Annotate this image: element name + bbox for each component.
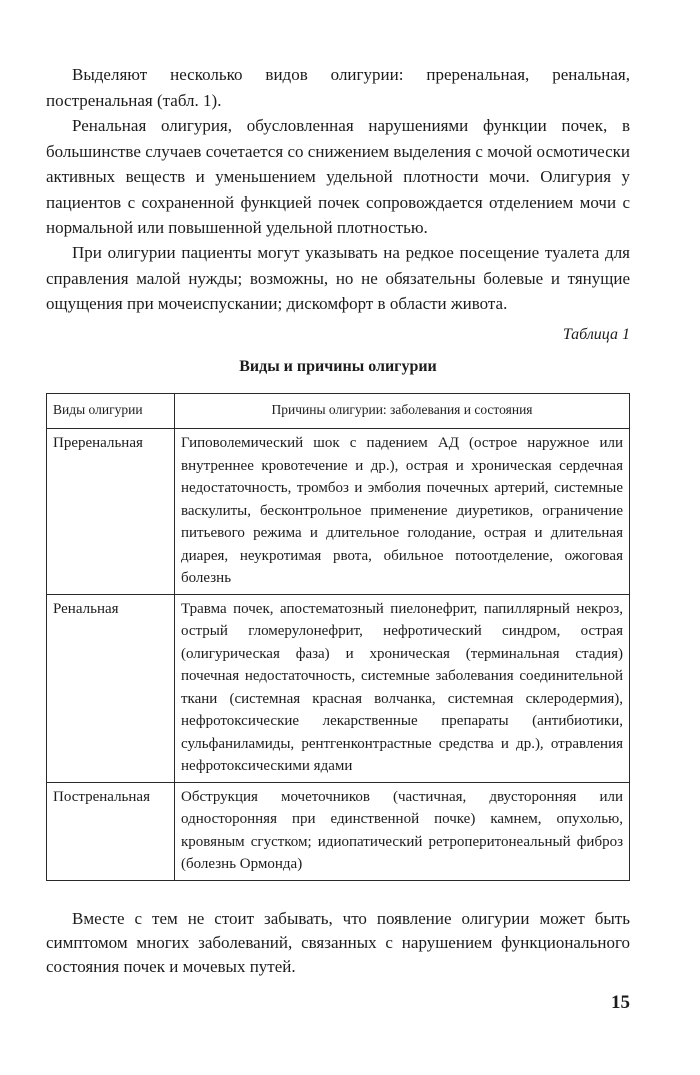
header-oliguria-causes: Причины олигурии: заболевания и состояния [175,394,630,429]
table-row-renal [47,594,630,782]
cell-causes: Травма почек, апостематозный пиелонефрит, папиллярный некроз, острый гломерулонефрит, нефротический синдром, острая (олигурическая фаза) и хроническая (терминальная стадия) почечная недостаточность, системные заболевания соединительной ткани (системная красная волчанка, системная склеродермия), нефротоксические лекарственные препараты (антибиотики, сульфаниламиды, рентгенконтрастные средства и др.), отравления нефротоксическими ядами [175,594,630,782]
header-oliguria-types: Виды олигурии [47,394,175,429]
oliguria-table [46,393,630,881]
table-label: Таблица 1 [562,326,630,343]
table-row-postrenal [47,782,630,880]
table-header-row [47,394,630,429]
paragraph-renal-oliguria: Ренальная олигурия, обусловленная нарушениями функции почек, в большинстве случаев сочетается со снижением выделения с мочой осмотически активных веществ и уменьшением удельной плотности мочи. Олигурия у пациентов с сохраненной функцией почек сопровождается отделением мочи с нормальной или повышенной удельной плотностью. [46,116,630,237]
table-title: Виды и причины олигурии [239,358,437,375]
paragraph-conclusion: Вместе с тем не стоит забывать, что появление олигурии может быть симптомом многих заболеваний, связанных с нарушением функционального состояния почек и мочевых путей. [46,909,630,976]
cell-type: Преренальная [47,429,175,595]
cell-type: Постренальная [47,782,175,880]
cell-causes: Гиповолемический шок с падением АД (острое наружное или внутреннее кровотечение и др.), острая и хроническая сердечная недостаточность, тромбоз и эмболия почечных артерий, системные васкулиты, бесконтрольное применение диуретиков, ограничение питьевого режима и длительное голодание, острая и длительная диарея, неукротимая рвота, обильное потоотделение, ожоговая болезнь [175,429,630,595]
paragraph-oliguria-types: Выделяют несколько видов олигурии: преренальная, ренальная, постренальная (табл. 1). [46,65,630,110]
page-number: 15 [611,992,630,1013]
cell-type: Ренальная [47,594,175,782]
table-row-prerenal [47,429,630,595]
paragraph-symptoms: При олигурии пациенты могут указывать на редкое посещение туалета для справления малой нужды; возможны, но не обязательны болевые и тянущие ощущения при мочеиспускании; дискомфорт в области живота. [46,243,630,313]
cell-causes: Обструкция мочеточников (частичная, двусторонняя или односторонняя при единственной почке) камнем, опухолью, кровяным сгустком; идиопатический ретроперитонеальный фиброз (болезнь Ормонда) [175,782,630,880]
